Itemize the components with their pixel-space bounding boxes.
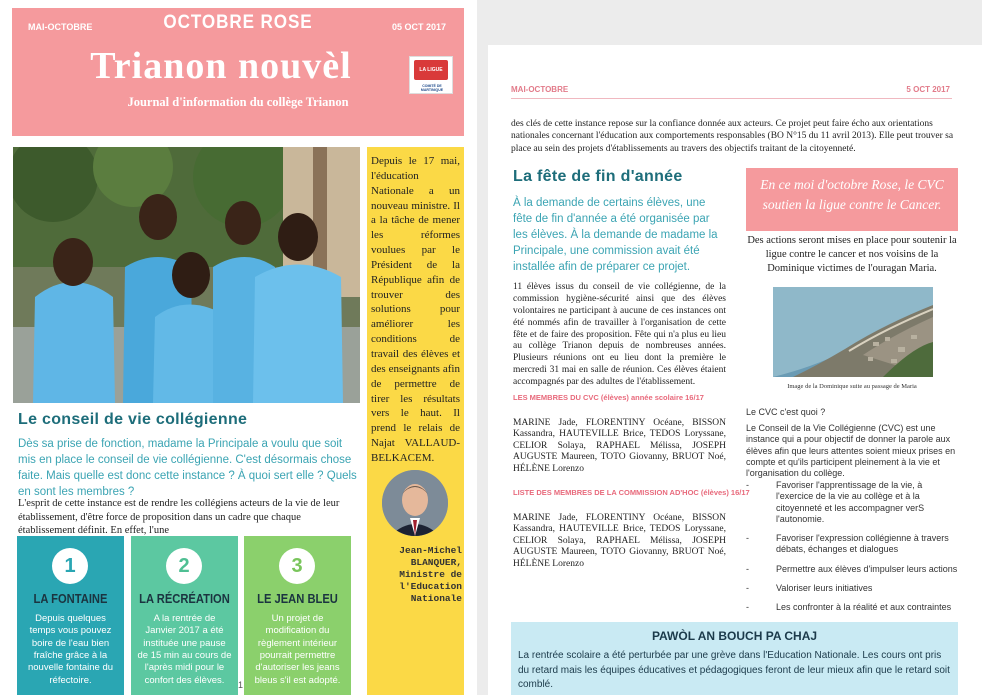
list-item: - Favoriser l'expression collégienne à travers débats, échanges et dialogues xyxy=(746,533,958,556)
students-photo xyxy=(13,147,360,403)
pawol-body: La rentrée scolaire a été perturbée par une grève dans l'Education Nationale. Les cours ont pris du retard mais les équipes éducatives et pédagogiques feront de leur mieux afin que le retard soit comblé. xyxy=(518,650,950,690)
list-item: - Permettre aux élèves d'impulser leurs actions xyxy=(746,564,958,575)
minister-text: Depuis le 17 mai, l'éducation Nationale a un nouveau ministre. Il a la tâche de mener les réformes voulues par le Président de la République afin de trouver des solutions pour améliorer les conditions de travail des élèves et des enseignants afin de permettre de tirer les résultats vers le haut. Il prend le relais de Najat VALLAUD-BELKACEM. xyxy=(371,155,460,464)
commission-members-list: MARINE Jade, FLORENTINY Océane, BISSON Kassandra, HAUTEVILLE Brice, TEDOS Loryssane, CELIOR Solaya, RAPHAEL Mélissa, JOSEPH AUGUSTE Maureen, TOTO Giovanny, BRUOT Noé, HÉLÈNE Lorenzo xyxy=(513,513,726,569)
box-body: Depuis quelques temps vous pouvez boire de l'eau bien fraîche grâce à la nouvelle fontaine du réfectoire. xyxy=(27,613,114,686)
box-body: Un projet de modification du règlement intérieur pourrait permettre d'autoriser les jeans bleus s'il est adopté. xyxy=(254,613,341,686)
page2-period: MAI-OCTOBRE xyxy=(511,85,569,94)
banner-text: En ce moi d'octobre Rose, le CVC soutien la ligue contre le Cancer. xyxy=(760,177,944,212)
box-number: 3 xyxy=(279,548,315,584)
logo-subtext: COMITÉ DE MARTINIQUE xyxy=(420,84,444,92)
box-number: 1 xyxy=(52,548,88,584)
box-number: 2 xyxy=(166,548,202,584)
minister-caption: Jean-Michel BLANQUER, Ministre de l'Education Nationale xyxy=(399,545,462,604)
newspaper-subtitle: Journal d'information du collège Trianon xyxy=(127,95,349,109)
fete-intro: À la demande de certains élèves, une fête de fin d'année a été organisée par les élèves. À la demande de madame la Principale, une commission avait été installée afin de préparer ce projet. xyxy=(513,197,718,274)
conseil-heading: Le conseil de vie collégienne xyxy=(18,411,248,428)
fete-heading: La fête de fin d'année xyxy=(513,168,683,185)
newspaper-title: Trianon nouvèl xyxy=(90,45,352,87)
conseil-intro: Dès sa prise de fonction, madame la Principale a voulu que soit mis en place le conseil de vie collégienne. C'est désormais chose faite. Mais quelle est donc cette instance ? À quoi sert elle ? Quels en sont les membres ? xyxy=(18,438,357,499)
box-body: A la rentrée de Janvier 2017 a été instituée une pause de 15 min au cours de l'après midi pour le confort des élèves. xyxy=(137,613,232,686)
page2-date: 5 OCT 2017 xyxy=(906,85,950,94)
box-title: LA FONTAINE xyxy=(33,591,108,606)
fete-body: 11 élèves issus du conseil de vie collégienne, de la commission hygiène-sécurité ainsi que des élèves volontaires ne participant à aucune de ces instances ont été nommés afin de travailler à l'organisation de cette fête et de faire des proposition. Fête qui n'a plus eu lieu au collège Trianon depuis de nombreuses années. Plusieurs réunions ont eu lieu dont la première le mercredi 31 mai en salle de réunion. Ces élèves étaient accompagnés par des adultes de l'établissement. xyxy=(513,282,726,387)
list-item: - Valoriser leurs initiatives xyxy=(746,583,958,594)
info-box-fontaine xyxy=(17,536,124,695)
box-title: LE JEAN BLEU xyxy=(257,591,338,606)
conseil-body: L'esprit de cette instance est de rendre les collégiens acteurs de la vie de leur établissement, d'être force de proposition dans un cadre que chaque établissement définit. En effet, l'une xyxy=(18,498,340,537)
info-box-recreation xyxy=(131,536,238,695)
cvc-objectives-list xyxy=(746,480,958,621)
cvc-members-heading: LES MEMBRES DU CVC (élèves) année scolaire 16/17 xyxy=(513,393,704,402)
cvc-question: Le CVC c'est quoi ? xyxy=(746,407,826,417)
header-divider xyxy=(511,98,952,99)
conseil-continued-text: des clés de cette instance repose sur la confiance donnée aux acteurs. Ce projet peut faire écho aux orientations nationales concernant l'éducation aux comportements responsables (BO N°15 du 11 avril 2013). Elle peut trouver sa place au sein des projets d'établissements au travers des objectifs traitant de la citoyenneté. xyxy=(511,119,954,154)
masthead-date: 05 OCT 2017 xyxy=(391,22,446,32)
la-ligue-logo xyxy=(409,56,453,94)
box-title: LA RÉCRÉATION xyxy=(139,591,230,606)
octobre-rose-banner xyxy=(746,168,958,231)
minister-portrait xyxy=(382,470,448,536)
info-box-jean-bleu xyxy=(244,536,351,695)
pawol-title: PAWÒL AN BOUCH PA CHAJ xyxy=(651,629,818,643)
aerial-photo-caption: Image de la Dominique suite au passage de Maria xyxy=(787,383,917,390)
logo-text: LA LIGUE xyxy=(419,67,443,73)
minister-sidebar xyxy=(367,147,464,695)
actions-text: Des actions seront mises en place pour soutenir la ligue contre le cancer et nos voisins de la Dominique victimes de l'ouragan Maria. xyxy=(747,235,957,275)
page-number: 1 xyxy=(238,680,244,690)
list-item: - Les confronter à la réalité et aux contraintes xyxy=(746,602,958,613)
masthead-theme: OCTOBRE ROSE xyxy=(163,12,313,33)
newsletter-page-2 xyxy=(488,45,982,695)
cvc-definition: Le Conseil de la Vie Collégienne (CVC) est une instance qui a pour objectif de donner la parole aux élèves afin que leurs attentes soient mieux prises en compte et qu'ils participent pleinement à la vie et l'organisation du collège. xyxy=(746,423,956,478)
masthead xyxy=(12,8,464,136)
pawol-box xyxy=(511,622,958,695)
masthead-period: MAI-OCTOBRE xyxy=(28,22,93,32)
dominique-aerial-photo xyxy=(773,287,933,377)
cvc-members-list: MARINE Jade, FLORENTINY Océane, BISSON Kassandra, HAUTEVILLE Brice, TEDOS Loryssane, CELIOR Solaya, RAPHAEL Mélissa, JOSEPH AUGUSTE Maureen, TOTO Giovanny, BRUOT Noé, HÉLÈNE Lorenzo xyxy=(513,418,726,474)
list-item: - Favoriser l'apprentissage de la vie, à l'exercice de la vie au collège et à la citoyenneté et les accompagner verS l'autonomie. xyxy=(746,480,958,525)
commission-members-heading: LISTE DES MEMBRES DE LA COMMISSION AD'HOC (élèves) 16/17 xyxy=(513,488,750,497)
newsletter-page-1 xyxy=(0,0,477,695)
